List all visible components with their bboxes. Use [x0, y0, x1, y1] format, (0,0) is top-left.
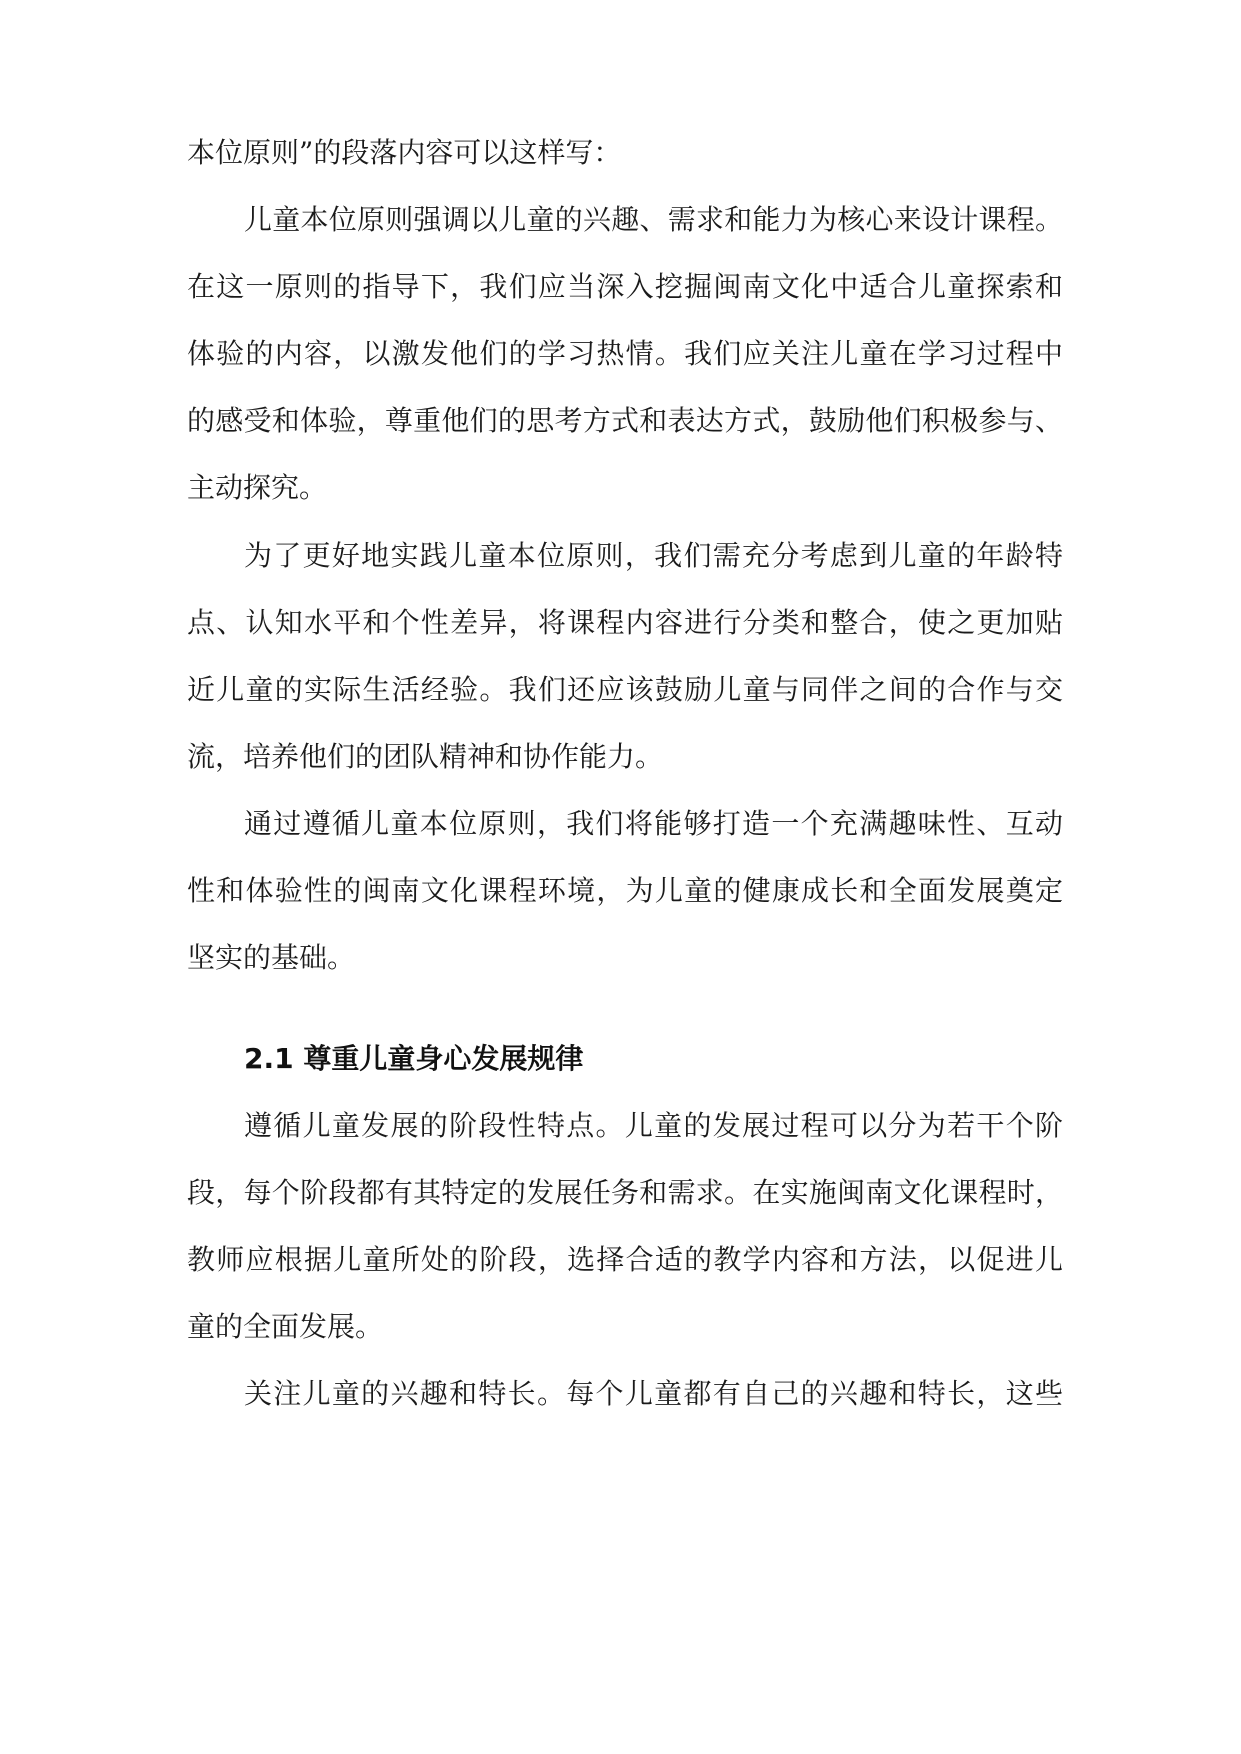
paragraph-line: 性和体验性的闽南文化课程环境，为儿童的健康成长和全面发展奠定 [187, 874, 1063, 907]
paragraph-line: 流，培养他们的团队精神和协作能力。 [187, 740, 664, 773]
paragraph-line: 通过遵循儿童本位原则，我们将能够打造一个充满趣味性、互动 [244, 807, 1063, 840]
paragraph-line: 点、认知水平和个性差异，将课程内容进行分类和整合，使之更加贴 [187, 606, 1063, 639]
paragraph-line: 段，每个阶段都有其特定的发展任务和需求。在实施闽南文化课程时， [187, 1176, 1063, 1209]
paragraph-line: 主动探究。 [187, 471, 328, 504]
paragraph-line: 教师应根据儿童所处的阶段，选择合适的教学内容和方法，以促进儿 [187, 1243, 1063, 1276]
paragraph-line: 本位原则”的段落内容可以这样写： [187, 136, 622, 169]
paragraph-line: 儿童本位原则强调以儿童的兴趣、需求和能力为核心来设计课程。 [244, 203, 1063, 236]
paragraph-line: 的感受和体验，尊重他们的思考方式和表达方式，鼓励他们积极参与、 [187, 404, 1063, 437]
paragraph-line: 关注儿童的兴趣和特长。每个儿童都有自己的兴趣和特长，这些 [244, 1377, 1063, 1410]
document-body [187, 0, 1063, 1754]
paragraph-line: 近儿童的实际生活经验。我们还应该鼓励儿童与同伴之间的合作与交 [187, 673, 1063, 706]
paragraph-line: 为了更好地实践儿童本位原则，我们需充分考虑到儿童的年龄特 [244, 539, 1063, 572]
paragraph-line: 在这一原则的指导下，我们应当深入挖掘闽南文化中适合儿童探索和 [187, 270, 1063, 303]
paragraph-line: 坚实的基础。 [187, 941, 356, 974]
paragraph-line: 童的全面发展。 [187, 1310, 384, 1343]
section-heading: 2.1 尊重儿童身心发展规律 [244, 1042, 584, 1075]
paragraph-line: 体验的内容，以激发他们的学习热情。我们应关注儿童在学习过程中 [187, 337, 1063, 370]
paragraph-line: 遵循儿童发展的阶段性特点。儿童的发展过程可以分为若干个阶 [244, 1109, 1063, 1142]
